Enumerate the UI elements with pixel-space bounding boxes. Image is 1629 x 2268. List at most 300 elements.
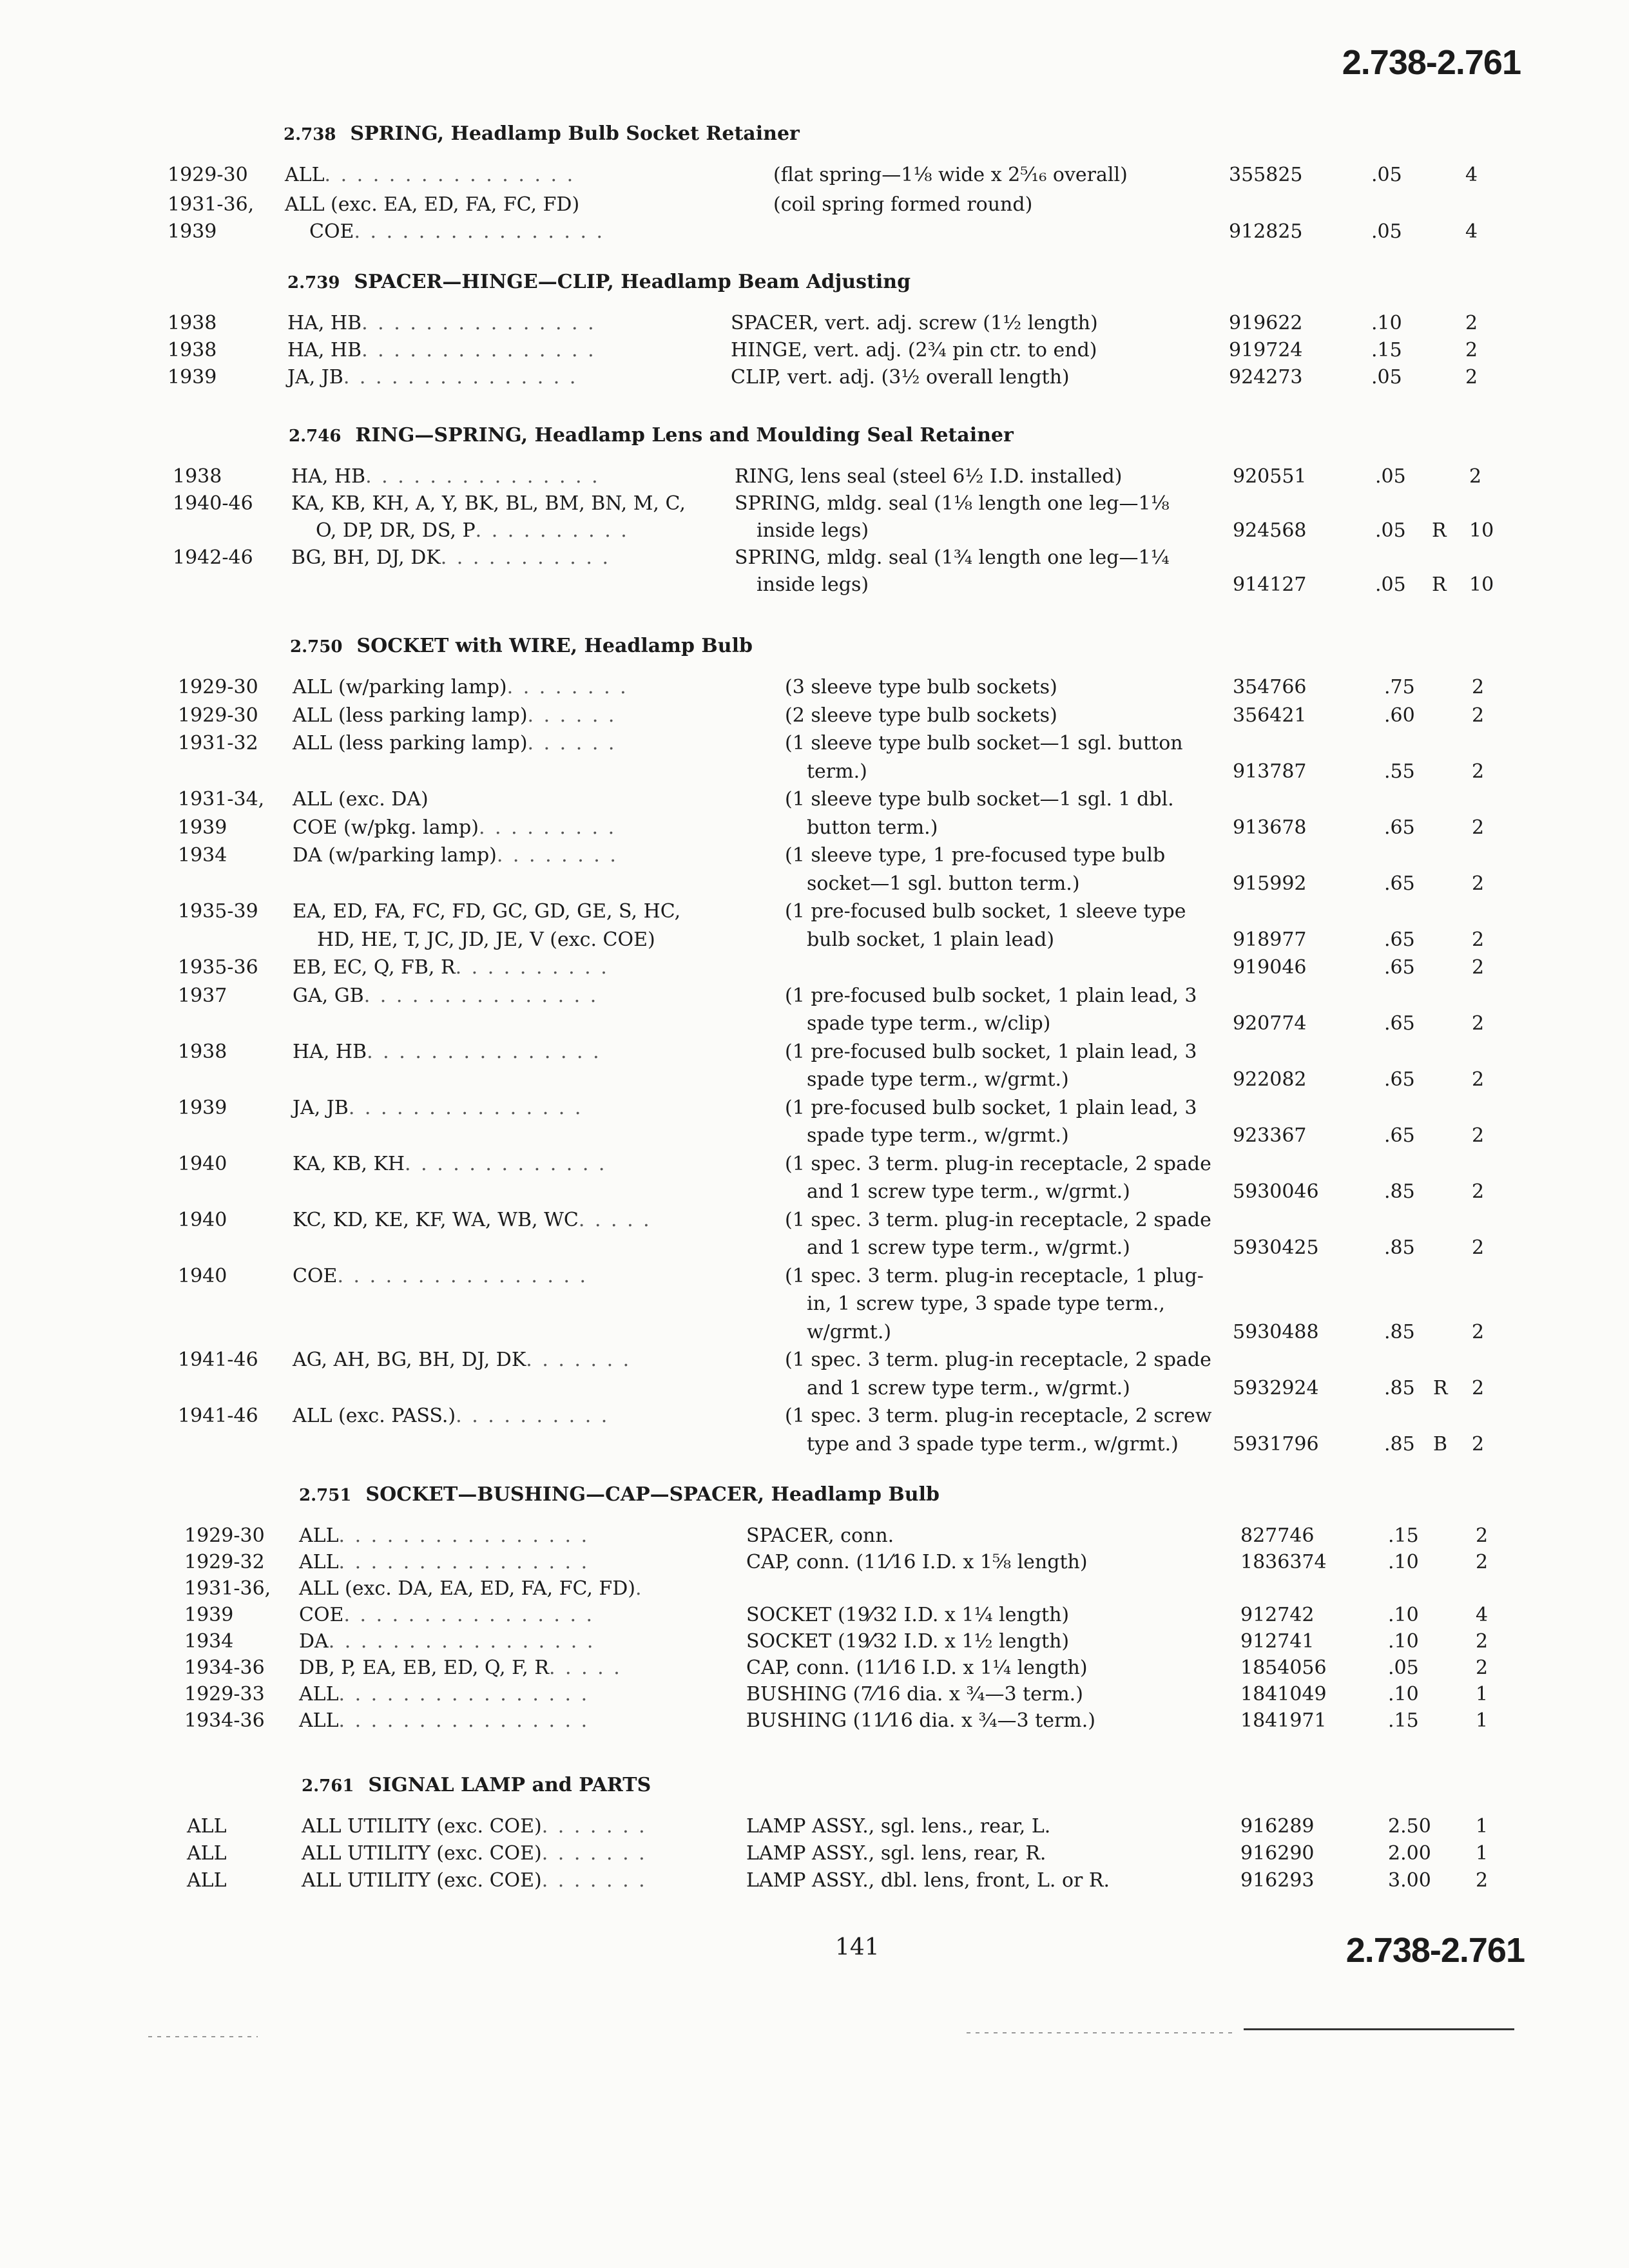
part-number: 920551 — [1233, 465, 1307, 488]
year-cell: 1941-46 — [178, 1405, 258, 1427]
table-row — [0, 362, 1629, 389]
table-row — [0, 728, 1629, 784]
dot-leader: . . . . . . . . . . . . . . . . — [324, 164, 575, 186]
description-cell: type and 3 spade type term., w/grmt.) — [807, 1432, 1179, 1456]
year-cell: 1938 — [168, 339, 217, 361]
year-cell: 1929-30 — [178, 704, 258, 727]
quantity: 2 — [1472, 816, 1485, 839]
description-cell: (1 pre-focused bulb socket, 1 sleeve type — [785, 900, 1186, 923]
description-cell: HINGE, vert. adj. (2¾ pin ctr. to end) — [731, 339, 1097, 361]
section-title — [287, 271, 911, 293]
table-row — [0, 461, 1629, 488]
table-row — [0, 1811, 1629, 1838]
quantity: 2 — [1472, 1012, 1485, 1035]
dot-leader: . . . . . . . . . . . . . . . . — [337, 1264, 588, 1287]
year-cell: 1931-36, — [184, 1577, 271, 1600]
price: .05 — [1375, 573, 1406, 596]
quantity: 2 — [1465, 339, 1478, 361]
dot-leader: . . . . . . . — [541, 1815, 647, 1838]
section-title — [299, 1483, 940, 1506]
dot-leader: . . . . . . . . — [506, 676, 628, 698]
price: .10 — [1388, 1551, 1419, 1573]
year-cell: 1939 — [168, 220, 217, 243]
description-cell: (1 spec. 3 term. plug-in receptacle, 1 plug- — [785, 1264, 1204, 1287]
quantity: 4 — [1476, 1604, 1489, 1626]
price: .65 — [1384, 872, 1415, 895]
quantity: 2 — [1476, 1869, 1489, 1892]
model-cell: EB, EC, Q, FB, R . . . . . . . . . . — [293, 956, 609, 979]
table-row — [0, 160, 1629, 187]
description-cell: (1 sleeve type bulb socket—1 sgl. button — [785, 732, 1183, 754]
price: 3.00 — [1388, 1869, 1431, 1892]
model-cell: ALL (less parking lamp) . . . . . . — [293, 704, 617, 727]
quantity: 2 — [1472, 704, 1485, 727]
model-cell: HA, HB . . . . . . . . . . . . . . . — [291, 465, 600, 488]
price: .65 — [1384, 1012, 1415, 1035]
dot-leader: . . . . . . . . . . . . . . . . — [354, 220, 605, 243]
description-cell: (1 sleeve type, 1 pre-focused type bulb — [785, 844, 1166, 867]
quantity: 2 — [1472, 1376, 1485, 1399]
year-cell: 1929-30 — [184, 1524, 265, 1547]
section-number: 2.761 — [302, 1776, 354, 1796]
model-cell: ALL UTILITY (exc. COE) . . . . . . . — [302, 1842, 647, 1865]
table-row — [0, 1521, 1629, 1547]
model-cell: KC, KD, KE, KF, WA, WB, WC . . . . . — [293, 1208, 651, 1231]
year-cell: 1942-46 — [173, 546, 253, 569]
description-cell: (coil spring formed round) — [773, 193, 1033, 216]
flag: R — [1432, 519, 1447, 542]
description-cell: (1 spec. 3 term. plug-in receptacle, 2 spade — [785, 1152, 1211, 1175]
year-cell: 1937 — [178, 984, 227, 1007]
model-cell: BG, BH, DJ, DK . . . . . . . . . . . — [291, 546, 610, 569]
part-number: 912741 — [1240, 1630, 1315, 1653]
model-cell: KA, KB, KH, A, Y, BK, BL, BM, BN, M, C, — [291, 492, 686, 515]
description-cell: SPRING, mldg. seal (1¾ length one leg—1¼ — [735, 546, 1170, 569]
quantity: 2 — [1469, 465, 1482, 488]
table-row — [0, 1706, 1629, 1732]
part-number: 915992 — [1233, 872, 1307, 895]
quantity: 2 — [1472, 956, 1485, 979]
model-cell: DB, P, EA, EB, ED, Q, F, R . . . . . — [299, 1657, 622, 1679]
section-title-text: SPACER—HINGE—CLIP, Headlamp Beam Adjusting — [354, 271, 911, 293]
section-number: 2.738 — [284, 125, 336, 144]
price: .65 — [1384, 1068, 1415, 1091]
year-cell: 1929-33 — [184, 1683, 265, 1706]
part-number: 923367 — [1233, 1124, 1307, 1147]
description-cell: spade type term., w/grmt.) — [807, 1068, 1069, 1091]
model-cell: JA, JB . . . . . . . . . . . . . . . — [287, 366, 578, 389]
quantity: 2 — [1472, 1068, 1485, 1091]
description-cell: CLIP, vert. adj. (3½ overall length) — [731, 366, 1070, 389]
year-cell: 1939 — [178, 816, 227, 839]
part-number: 5930425 — [1233, 1236, 1319, 1259]
part-number: 916289 — [1240, 1815, 1315, 1838]
price: .05 — [1375, 465, 1406, 488]
description-cell: LAMP ASSY., sgl. lens, rear, R. — [746, 1842, 1046, 1865]
year-cell: 1940-46 — [173, 492, 253, 515]
model-cell: HA, HB . . . . . . . . . . . . . . . — [287, 312, 596, 334]
section-title — [284, 122, 800, 145]
section-number: 2.751 — [299, 1486, 352, 1505]
price: .85 — [1384, 1236, 1415, 1259]
quantity: 2 — [1472, 1432, 1485, 1456]
year-cell: 1939 — [178, 1096, 227, 1119]
description-cell: SOCKET (19⁄32 I.D. x 1¼ length) — [746, 1604, 1070, 1626]
part-number: 5930488 — [1233, 1320, 1319, 1343]
price: .65 — [1384, 928, 1415, 951]
dot-leader: . . . . . . . . . . . . . . . . — [338, 1524, 590, 1547]
model-cell: ALL (exc. DA) — [293, 788, 429, 811]
year-cell: 1939 — [168, 366, 217, 389]
description-cell: bulb socket, 1 plain lead) — [807, 928, 1055, 951]
dot-leader: . . . . . . . . . . . . . . . — [361, 339, 596, 361]
part-number: 916293 — [1240, 1869, 1315, 1892]
quantity: 2 — [1472, 760, 1485, 783]
part-number: 354766 — [1233, 676, 1307, 698]
year-cell: 1940 — [178, 1208, 227, 1231]
model-cell: COE . . . . . . . . . . . . . . . . — [299, 1604, 595, 1626]
quantity: 2 — [1476, 1551, 1489, 1573]
part-number: 5932924 — [1233, 1376, 1319, 1399]
table-row — [0, 1547, 1629, 1573]
year-cell: 1935-36 — [178, 956, 258, 979]
model-cell: JA, JB . . . . . . . . . . . . . . . — [293, 1096, 583, 1119]
year-cell: 1935-39 — [178, 900, 258, 923]
price: .10 — [1388, 1630, 1419, 1653]
dot-leader: . . . . . . . . . . . . . . . — [367, 1040, 601, 1063]
part-number: 916290 — [1240, 1842, 1315, 1865]
quantity: 2 — [1476, 1657, 1489, 1679]
footer-rule — [1244, 2028, 1514, 2030]
model-cell: COE (w/pkg. lamp) . . . . . . . . . — [293, 816, 617, 839]
dot-leader: . . . . . . . . . . . . . — [405, 1152, 607, 1175]
year-cell: 1931-36, — [168, 193, 255, 216]
year-cell: 1938 — [173, 465, 222, 488]
quantity: 2 — [1472, 1320, 1485, 1343]
dot-leader: . . . . . . . . . . . — [440, 546, 610, 569]
year-cell: ALL — [187, 1815, 227, 1838]
price: .05 — [1375, 519, 1406, 542]
model-cell: HA, HB . . . . . . . . . . . . . . . — [287, 339, 596, 361]
description-cell: SPRING, mldg. seal (1⅛ length one leg—1⅛ — [735, 492, 1170, 515]
price: .85 — [1384, 1320, 1415, 1343]
part-number: 919046 — [1233, 956, 1307, 979]
price: .85 — [1384, 1376, 1415, 1399]
section-number: 2.750 — [290, 637, 343, 657]
footer-dash-left — [148, 2036, 258, 2037]
part-number: 5930046 — [1233, 1180, 1319, 1203]
table-row — [0, 896, 1629, 952]
part-number: 1854056 — [1240, 1657, 1327, 1679]
part-number: 912825 — [1229, 220, 1303, 243]
quantity: 2 — [1472, 928, 1485, 951]
part-number: 356421 — [1233, 704, 1307, 727]
dot-leader: . . . . . . . . . . . . . . . — [363, 984, 599, 1007]
model-cell: AG, AH, BG, BH, DJ, DK . . . . . . . — [293, 1349, 631, 1371]
year-cell: 1934 — [184, 1630, 234, 1653]
section-title — [289, 424, 1014, 447]
table-row — [0, 1653, 1629, 1679]
dot-leader: . . . . . . — [527, 704, 617, 727]
model-cell: ALL (exc. PASS.) . . . . . . . . . . — [293, 1405, 610, 1427]
dot-leader: . . . . . . . . . . — [475, 519, 629, 542]
table-row — [0, 1573, 1629, 1600]
description-cell: inside legs) — [757, 573, 869, 596]
table-row — [0, 981, 1629, 1037]
table-row — [0, 488, 1629, 543]
description-cell: spade type term., w/clip) — [807, 1012, 1051, 1035]
year-cell: 1929-32 — [184, 1551, 265, 1573]
description-cell: BUSHING (11⁄16 dia. x ¾—3 term.) — [746, 1709, 1095, 1732]
year-cell: 1929-30 — [168, 164, 248, 186]
dot-leader: . . . . . . . — [541, 1869, 647, 1892]
year-cell: 1931-32 — [178, 732, 258, 754]
model-cell: HA, HB . . . . . . . . . . . . . . . — [293, 1040, 601, 1063]
section-number: 2.739 — [287, 273, 340, 293]
part-number: 918977 — [1233, 928, 1307, 951]
part-number: 914127 — [1233, 573, 1307, 596]
price: .65 — [1384, 1124, 1415, 1147]
part-number: 924568 — [1233, 519, 1307, 542]
dot-leader: . . . . . . — [527, 732, 617, 754]
description-cell: (flat spring—1⅛ wide x 2⁵⁄₁₆ overall) — [773, 164, 1128, 186]
quantity: 1 — [1476, 1815, 1489, 1838]
model-cell: ALL . . . . . . . . . . . . . . . . — [299, 1524, 590, 1547]
model-cell: EA, ED, FA, FC, FD, GC, GD, GE, S, HC, — [293, 900, 681, 923]
quantity: 4 — [1465, 164, 1478, 186]
price: .85 — [1384, 1180, 1415, 1203]
quantity: 1 — [1476, 1842, 1489, 1865]
quantity: 2 — [1472, 1180, 1485, 1203]
model-cell: ALL . . . . . . . . . . . . . . . . — [299, 1683, 590, 1706]
description-cell: CAP, conn. (11⁄16 I.D. x 1¼ length) — [746, 1657, 1088, 1679]
part-number: 919622 — [1229, 312, 1303, 334]
dot-leader: . . . . . . . . . — [478, 816, 617, 839]
table-row — [0, 1037, 1629, 1093]
table-row — [0, 1345, 1629, 1401]
model-cell: DA (w/parking lamp) . . . . . . . . — [293, 844, 618, 867]
part-number: 924273 — [1229, 366, 1303, 389]
price: .65 — [1384, 956, 1415, 979]
page-range-header: 2.738-2.761 — [1342, 43, 1521, 82]
year-cell: 1934-36 — [184, 1657, 265, 1679]
dot-leader: . . . . . . . . . . . . . . . — [348, 1096, 583, 1119]
year-cell: 1931-34, — [178, 788, 265, 811]
dot-leader: . . . . . . . . . . — [456, 1405, 610, 1427]
quantity: 4 — [1465, 220, 1478, 243]
table-row — [0, 1626, 1629, 1653]
table-row — [0, 1401, 1629, 1457]
model-cell: ALL (exc. EA, ED, FA, FC, FD) — [285, 193, 580, 216]
dot-leader: . . . . . . . — [541, 1842, 647, 1865]
section-title-text: SPRING, Headlamp Bulb Socket Retainer — [350, 122, 800, 145]
description-cell: (1 pre-focused bulb socket, 1 plain lead, 3 — [785, 984, 1197, 1007]
model-cell: HD, HE, T, JC, JD, JE, V (exc. COE) — [317, 928, 655, 951]
price: .75 — [1384, 676, 1415, 698]
dot-leader: . . . . . . . . . . . . . . . . — [338, 1683, 590, 1706]
table-row — [0, 840, 1629, 896]
description-cell: (1 pre-focused bulb socket, 1 plain lead, 3 — [785, 1096, 1197, 1119]
description-cell: CAP, conn. (11⁄16 I.D. x 1⅝ length) — [746, 1551, 1088, 1573]
model-cell: ALL (w/parking lamp) . . . . . . . . — [293, 676, 628, 698]
dot-leader: . — [635, 1577, 644, 1600]
year-cell: 1929-30 — [178, 676, 258, 698]
price: .65 — [1384, 816, 1415, 839]
section-title-text: SOCKET with WIRE, Headlamp Bulb — [356, 635, 753, 657]
dot-leader: . . . . . — [548, 1657, 622, 1679]
flag: R — [1433, 1376, 1448, 1399]
part-number: 1841049 — [1240, 1683, 1327, 1706]
part-number: 1841971 — [1240, 1709, 1327, 1732]
part-number: 5931796 — [1233, 1432, 1319, 1456]
table-row — [0, 952, 1629, 981]
quantity: 2 — [1465, 312, 1478, 334]
quantity: 2 — [1472, 1236, 1485, 1259]
table-row — [0, 672, 1629, 700]
year-cell: 1934-36 — [184, 1709, 265, 1732]
price: .05 — [1388, 1657, 1419, 1679]
price: .15 — [1388, 1709, 1419, 1732]
section-title-text: SOCKET—BUSHING—CAP—SPACER, Headlamp Bulb — [365, 1483, 940, 1506]
dot-leader: . . . . . . . . . . . . . . . . — [338, 1709, 590, 1732]
table-row — [0, 1600, 1629, 1626]
model-cell: ALL . . . . . . . . . . . . . . . . — [299, 1551, 590, 1573]
dot-leader: . . . . . . . . . . . . . . . — [365, 465, 600, 488]
dot-leader: . . . . . — [578, 1208, 651, 1231]
price: .85 — [1384, 1432, 1415, 1456]
page-range-footer: 2.738-2.761 — [1345, 1931, 1525, 1970]
dot-leader: . . . . . . . . . . . . . . . . . — [328, 1630, 595, 1653]
table-row — [0, 1679, 1629, 1706]
table-row — [0, 700, 1629, 729]
description-cell: RING, lens seal (steel 6½ I.D. installed) — [735, 465, 1123, 488]
flag: B — [1433, 1432, 1448, 1456]
description-cell: (2 sleeve type bulb sockets) — [785, 704, 1057, 727]
part-number: 827746 — [1240, 1524, 1315, 1547]
price: 2.50 — [1388, 1815, 1431, 1838]
part-number: 355825 — [1229, 164, 1303, 186]
price: 2.00 — [1388, 1842, 1431, 1865]
model-cell: COE . . . . . . . . . . . . . . . . — [293, 1264, 588, 1287]
model-cell: ALL (exc. DA, EA, ED, FA, FC, FD) . — [299, 1577, 644, 1600]
quantity: 2 — [1472, 676, 1485, 698]
description-cell: button term.) — [807, 816, 938, 839]
price: .55 — [1384, 760, 1415, 783]
table-row — [0, 1205, 1629, 1261]
flag: R — [1432, 573, 1447, 596]
table-row — [0, 335, 1629, 362]
model-cell: DA . . . . . . . . . . . . . . . . . — [299, 1630, 595, 1653]
price: .10 — [1388, 1604, 1419, 1626]
price: .05 — [1371, 220, 1402, 243]
part-number: 922082 — [1233, 1068, 1307, 1091]
model-cell: GA, GB . . . . . . . . . . . . . . . — [293, 984, 599, 1007]
price: .10 — [1371, 312, 1402, 334]
quantity: 2 — [1472, 872, 1485, 895]
price: .05 — [1371, 366, 1402, 389]
description-cell: in, 1 screw type, 3 spade type term., — [807, 1293, 1165, 1315]
description-cell: SPACER, vert. adj. screw (1½ length) — [731, 312, 1098, 334]
footer-dash — [967, 2032, 1237, 2033]
price: .10 — [1388, 1683, 1419, 1706]
description-cell: BUSHING (7⁄16 dia. x ¾—3 term.) — [746, 1683, 1083, 1706]
part-number: 913787 — [1233, 760, 1307, 783]
year-cell: 1934 — [178, 844, 227, 867]
description-cell: (1 sleeve type bulb socket—1 sgl. 1 dbl. — [785, 788, 1174, 811]
year-cell: 1938 — [178, 1040, 227, 1063]
table-row — [0, 1838, 1629, 1865]
part-number: 913678 — [1233, 816, 1307, 839]
part-number: 1836374 — [1240, 1551, 1327, 1573]
model-cell: ALL (less parking lamp) . . . . . . — [293, 732, 617, 754]
price: .60 — [1384, 704, 1415, 727]
description-cell: and 1 screw type term., w/grmt.) — [807, 1376, 1130, 1399]
description-cell: (1 spec. 3 term. plug-in receptacle, 2 spade — [785, 1349, 1211, 1371]
dot-leader: . . . . . . . . — [496, 844, 618, 867]
description-cell: SPACER, conn. — [746, 1524, 894, 1547]
year-cell: 1939 — [184, 1604, 234, 1626]
dot-leader: . . . . . . . . . . — [455, 956, 609, 979]
page-number: 141 — [835, 1934, 880, 1961]
quantity: 2 — [1472, 1124, 1485, 1147]
description-cell: SOCKET (19⁄32 I.D. x 1½ length) — [746, 1630, 1070, 1653]
quantity: 2 — [1476, 1630, 1489, 1653]
description-cell: LAMP ASSY., dbl. lens, front, L. or R. — [746, 1869, 1110, 1892]
table-row — [0, 189, 1629, 244]
price: .15 — [1388, 1524, 1419, 1547]
model-cell: ALL UTILITY (exc. COE) . . . . . . . — [302, 1869, 647, 1892]
table-row — [0, 1865, 1629, 1892]
dot-leader: . . . . . . . . . . . . . . . — [343, 366, 578, 389]
year-cell: ALL — [187, 1869, 227, 1892]
part-number: 912742 — [1240, 1604, 1315, 1626]
table-row — [0, 1261, 1629, 1345]
model-cell: KA, KB, KH . . . . . . . . . . . . . — [293, 1152, 607, 1175]
year-cell: 1941-46 — [178, 1349, 258, 1371]
table-row — [0, 1149, 1629, 1205]
year-cell: 1940 — [178, 1152, 227, 1175]
price: .05 — [1371, 164, 1402, 186]
part-number: 919724 — [1229, 339, 1303, 361]
section-title — [302, 1774, 651, 1796]
year-cell: ALL — [187, 1842, 227, 1865]
section-title — [290, 635, 753, 657]
description-cell: term.) — [807, 760, 867, 783]
section-title-text: RING—SPRING, Headlamp Lens and Moulding Seal Retainer — [355, 424, 1014, 447]
description-cell: LAMP ASSY., sgl. lens., rear, L. — [746, 1815, 1051, 1838]
dot-leader: . . . . . . . — [526, 1349, 631, 1371]
quantity: 10 — [1469, 573, 1494, 596]
quantity: 2 — [1465, 366, 1478, 389]
description-cell: (1 spec. 3 term. plug-in receptacle, 2 spade — [785, 1208, 1211, 1231]
model-cell: ALL UTILITY (exc. COE) . . . . . . . — [302, 1815, 647, 1838]
model-cell: ALL . . . . . . . . . . . . . . . . — [285, 164, 575, 186]
dot-leader: . . . . . . . . . . . . . . . — [361, 312, 596, 334]
quantity: 2 — [1476, 1524, 1489, 1547]
description-cell: w/grmt.) — [807, 1320, 892, 1343]
description-cell: (1 spec. 3 term. plug-in receptacle, 2 screw — [785, 1405, 1212, 1427]
description-cell: and 1 screw type term., w/grmt.) — [807, 1180, 1130, 1203]
quantity: 1 — [1476, 1683, 1489, 1706]
description-cell: (3 sleeve type bulb sockets) — [785, 676, 1057, 698]
description-cell: spade type term., w/grmt.) — [807, 1124, 1069, 1147]
table-row — [0, 784, 1629, 840]
dot-leader: . . . . . . . . . . . . . . . . — [343, 1604, 595, 1626]
price: .15 — [1371, 339, 1402, 361]
section-number: 2.746 — [289, 427, 342, 446]
quantity: 1 — [1476, 1709, 1489, 1732]
model-cell: ALL . . . . . . . . . . . . . . . . — [299, 1709, 590, 1732]
